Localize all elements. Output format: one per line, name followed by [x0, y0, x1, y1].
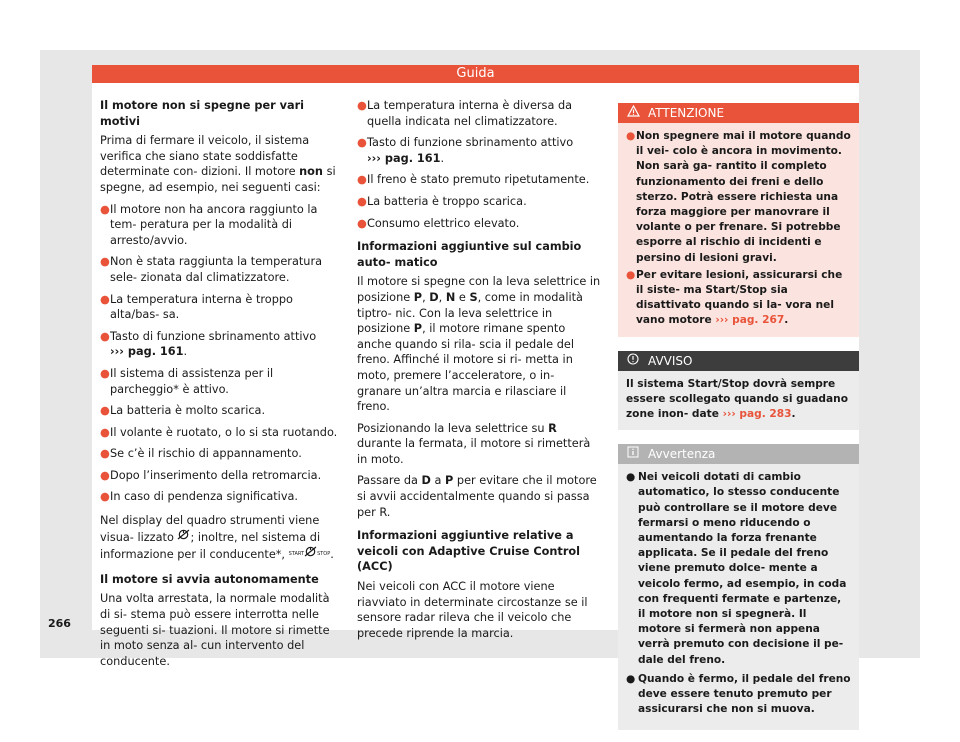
notice-box: [618, 351, 859, 431]
list-item: ● Quando è fermo, il pedale del freno deve essere tenuto premuto per assicurarsi che non si muova.: [626, 672, 851, 716]
warning-box: [618, 103, 859, 337]
heading-acc: Informazioni aggiuntive relative a veicoli con Adaptive Cruise Control (ACC): [357, 529, 581, 574]
page-reference-link[interactable]: ››› pag. 161: [110, 345, 184, 359]
manual-page: [92, 65, 859, 716]
start-stop-crossed-icon: [304, 546, 317, 564]
list-item: ● Il sistema di assistenza per il parcheggio* è attivo.: [100, 366, 274, 396]
acc-paragraph: Nei veicoli con ACC il motore viene riavviato in determinate circostanze se il sensore radar rileva che il veicolo che precede riprende la marcia.: [357, 580, 588, 640]
page-reference-link[interactable]: ››› pag. 267: [715, 314, 785, 327]
intro-paragraph: Prima di fermare il veicolo, il sistema verifica che siano state soddisfatte determinate con- dizioni. Il motore non si spegne, ad esempio, nei seguenti casi:: [100, 134, 336, 194]
warning-title: ATTENZIONE: [648, 106, 725, 120]
list-item: ● Per evitare lesioni, assicurarsi che il siste- ma Start/Stop sia disattivato quando si la- vora nel vano motore ››› pag. 267.: [626, 268, 843, 327]
restart-paragraph: Una volta arrestata, la normale modalità di si- stema può essere interrotta nelle seguenti si- tuazioni. Il motore si rimette in moto senza al- cun intervento del conducente.: [100, 592, 330, 668]
section-header: Guida: [92, 65, 859, 83]
list-item: ● Tasto di funzione sbrinamento attivo ››› pag. 161.: [357, 136, 574, 165]
list-item: ● Consumo elettrico elevato.: [357, 216, 520, 230]
display-paragraph: Nel display del quadro strumenti viene visua- lizzato ; inoltre, nel sistema di informazione per il conducente*, START STOP.: [100, 513, 340, 564]
start-stop-crossed-icon: [177, 529, 190, 547]
info-icon: [626, 444, 640, 464]
heading-engine-not-off: Il motore non si spegne per vari motivi: [100, 99, 305, 128]
heading-engine-restarts: Il motore si avvia autonomamente: [100, 572, 319, 586]
column-1: [100, 98, 340, 675]
notice-title: AVVISO: [648, 353, 693, 368]
column-3: [618, 103, 859, 742]
list-item: ● La temperatura interna è troppo alta/bas- sa.: [100, 292, 293, 322]
page-reference-link[interactable]: ››› pag. 283: [722, 408, 792, 421]
list-item: ● Nei veicoli dotati di cambio automatico, lo stesso conducente può controllare se il motore deve fermarsi o meno riducendo o aumentando la forza frenante applicata. Se il pedale del freno viene premuto dolce- mente a veicolo fermo, ad esempio, in coda con frequenti fermate e partenze, il motore non si spegnerà. Il motore si fermerà non appena verrà premuto con decisione il pe- dale del freno.: [626, 471, 847, 666]
list-item: ● Dopo l’inserimento della retromarcia.: [100, 468, 322, 482]
list-item: ● Non è stata raggiunta la temperatura sele- zionata dal climatizzatore.: [100, 255, 323, 284]
list-item: ● Se c’è il rischio di appannamento.: [100, 447, 302, 461]
stop-label: STOP: [317, 551, 331, 558]
list-item: ● La temperatura interna è diversa da quella indicata nel climatizzatore.: [357, 99, 573, 128]
exclamation-circle-icon: [626, 351, 640, 371]
list-item: ● Il freno è stato premuto ripetutamente.: [357, 173, 590, 187]
list-item: ● Il motore non ha ancora raggiunto la tem- peratura per la modalità di arresto/avvio.: [100, 202, 318, 247]
warning-triangle-icon: [626, 103, 640, 123]
heading-automatic-gearbox: Informazioni aggiuntive sul cambio auto- matico: [357, 240, 582, 269]
page-reference-link[interactable]: ››› pag. 161: [367, 151, 441, 165]
tip-header: [618, 444, 859, 464]
list-item: ● La batteria è molto scarica.: [100, 404, 266, 418]
tip-box: [618, 444, 859, 729]
start-label: START: [288, 551, 305, 558]
list-item: ● Tasto di funzione sbrinamento attivo ››› pag. 161.: [100, 329, 317, 359]
gearbox-paragraph: Il motore si spegne con la leva selettrice in posizione P, D, N e S, come in modalità tiptro- nic. Con la leva selettrice in posizione P, il motore rimane spento anche quando si rila- scia il pedale del freno. Affinché il motore si ri- metta in moto, premere l’acceleratore, o in- granare un’altra marcia e rilasciare il freno.: [357, 275, 601, 414]
shift-paragraph: Passare da D a P per evitare che il motore si avvii accidentalmente quando si passa per R.: [357, 474, 597, 519]
page-number: 266: [48, 617, 71, 630]
list-item: ● Il volante è ruotato, o lo si sta ruotando.: [100, 425, 338, 439]
warning-header: [618, 103, 859, 123]
notice-header: [618, 351, 859, 371]
list-item: ● La batteria è troppo scarica.: [357, 194, 527, 208]
notice-text: Il sistema Start/Stop dovrà sempre essere scollegato quando si guadano zone inon- date ››› pag. 283.: [618, 371, 859, 431]
list-item: ● In caso di pendenza significativa.: [100, 490, 299, 504]
list-item: ● Non spegnere mai il motore quando il vei- colo è ancora in movimento. Non sarà ga- rantito il completo funzionamento dei freni e dello sterzo. Potrà essere richiesta una forza maggiore per manovrare il volante o per frenare. Si potrebbe esporre al rischio di incidenti e persino di lesioni gravi.: [626, 130, 851, 264]
reverse-paragraph: Posizionando la leva selettrice su R durante la fermata, il motore si rimetterà in moto.: [357, 421, 591, 466]
tip-title: Avvertenza: [648, 447, 716, 462]
column-2: [357, 98, 602, 647]
